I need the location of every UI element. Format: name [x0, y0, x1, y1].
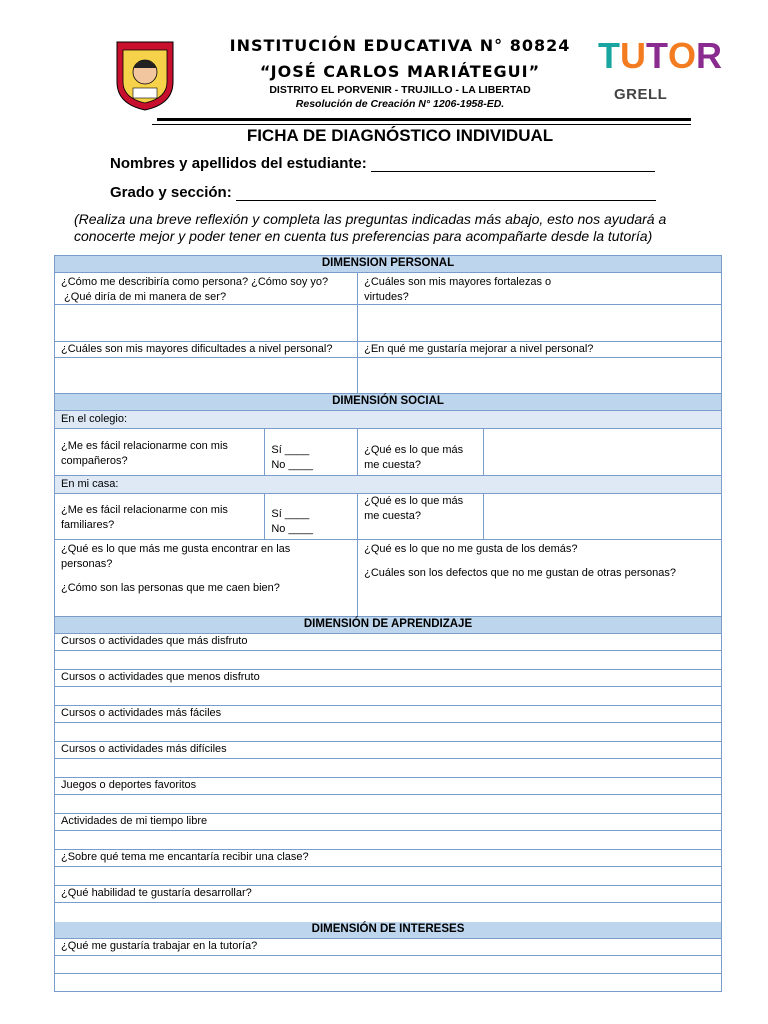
table-row: [55, 814, 721, 831]
question-cell: ¿Qué habilidad te gustaría desarrollar?: [61, 887, 252, 899]
answer-row[interactable]: [55, 831, 721, 850]
grade-section-label: Grado y sección:: [110, 184, 232, 201]
table-row: [55, 886, 721, 903]
answer-cell[interactable]: [484, 429, 721, 475]
tutor-logo: [598, 36, 722, 76]
question-cell: ¿Qué es lo que no me gusta de los demás? ¿Cuáles son los defectos que no me gustan de otras personas?: [364, 543, 676, 579]
subheader-school: En el colegio:: [55, 411, 721, 429]
table-row: [55, 742, 721, 759]
answer-cell[interactable]: [55, 358, 358, 393]
question-cell: ¿Me es fácil relacionarme con mis familiares?: [55, 494, 265, 539]
table-row: [55, 540, 721, 617]
answer-row[interactable]: [55, 687, 721, 706]
grade-section-input-line[interactable]: [236, 185, 656, 201]
question-cell: ¿Cuáles son mis mayores fortalezas o virtudes?: [364, 276, 552, 303]
header-divider-thin: [152, 124, 691, 125]
school-name: “JOSÉ CARLOS MARIÁTEGUI”: [259, 62, 541, 81]
student-name-label: Nombres y apellidos del estudiante:: [110, 155, 367, 172]
header-divider: [157, 118, 691, 121]
answer-cell[interactable]: [55, 795, 721, 813]
answer-cell[interactable]: [55, 759, 721, 777]
answer-cell[interactable]: [55, 867, 721, 885]
student-name-field[interactable]: [110, 155, 655, 172]
answer-cell[interactable]: [484, 494, 721, 539]
subheader-home: En mi casa:: [55, 476, 721, 494]
svg-text:T: T: [646, 36, 668, 76]
answer-cell[interactable]: [55, 305, 358, 341]
student-name-input-line[interactable]: [371, 156, 655, 172]
answer-cell[interactable]: [55, 956, 721, 973]
table-row: [55, 850, 721, 867]
question-cell: ¿Qué me gustaría trabajar en la tutoría?: [61, 940, 258, 952]
question-cell: ¿Qué es lo que más me gusta encontrar en las personas? ¿Cómo son las personas que me caen bien?: [55, 540, 358, 616]
question-cell: ¿Qué es lo que más me cuesta?: [358, 494, 484, 539]
section-header-personal: DIMENSION PERSONAL: [55, 256, 721, 273]
table-row: [55, 706, 721, 723]
answer-row[interactable]: [55, 759, 721, 778]
table-row: [55, 778, 721, 795]
answer-row[interactable]: [55, 795, 721, 814]
answer-row[interactable]: [55, 974, 721, 991]
learning-rows: [55, 634, 721, 922]
table-row: [55, 429, 721, 476]
question-cell: ¿Cuáles son mis mayores dificultades a nivel personal?: [55, 342, 358, 357]
question-cell: Cursos o actividades que más disfruto: [61, 635, 248, 647]
question-cell: ¿Qué es lo que más me cuesta?: [358, 429, 484, 475]
answer-row[interactable]: [55, 867, 721, 886]
svg-text:O: O: [668, 36, 697, 76]
answer-cell[interactable]: [55, 831, 721, 849]
question-cell: ¿Me es fácil relacionarme con mis compañeros?: [55, 429, 265, 475]
grell-logo: GRELL: [614, 86, 668, 103]
answer-row[interactable]: [55, 358, 721, 394]
form-title: FICHA DE DIAGNÓSTICO INDIVIDUAL: [246, 126, 554, 145]
yes-no-cell[interactable]: Sí ____ No ____: [265, 494, 358, 539]
answer-row[interactable]: [55, 723, 721, 742]
district-line: DISTRITO EL PORVENIR - TRUJILLO - LA LIBERTAD: [269, 84, 531, 96]
answer-row[interactable]: [55, 305, 721, 342]
answer-cell[interactable]: [55, 651, 721, 669]
table-row: [55, 494, 721, 540]
section-header-social: DIMENSIÓN SOCIAL: [55, 394, 721, 411]
answer-cell[interactable]: [55, 687, 721, 705]
table-row: [55, 670, 721, 687]
question-cell: Cursos o actividades más difíciles: [61, 743, 227, 755]
table-row: [55, 939, 721, 956]
answer-row[interactable]: [55, 651, 721, 670]
resolution-line: Resolución de Creación N° 1206-1958-ED.: [295, 98, 505, 110]
answer-row[interactable]: [55, 903, 721, 922]
answer-cell[interactable]: [55, 974, 721, 991]
table-row: [55, 634, 721, 651]
question-cell: Juegos o deportes favoritos: [61, 779, 197, 791]
question-cell: Actividades de mi tiempo libre: [61, 815, 208, 827]
instructions-text: (Realiza una breve reflexión y completa las preguntas indicadas más abajo, esto nos ayudará a conocerte mejor y poder tener en cuenta tus preferencias para acompañarte desde la tutoría): [74, 211, 667, 244]
svg-text:R: R: [696, 36, 722, 76]
document-header: [0, 0, 768, 120]
question-cell: Cursos o actividades más fáciles: [61, 707, 222, 719]
question-cell: ¿En qué me gustaría mejorar a nivel personal?: [364, 343, 594, 355]
yes-no-cell[interactable]: Sí ____ No ____: [265, 429, 358, 475]
question-cell: Cursos o actividades que menos disfruto: [61, 671, 260, 683]
section-header-learning: DIMENSIÓN DE APRENDIZAJE: [55, 617, 721, 634]
answer-cell[interactable]: [55, 903, 721, 922]
grade-section-field[interactable]: [110, 184, 656, 201]
answer-cell[interactable]: [358, 358, 721, 393]
question-cell: ¿Sobre qué tema me encantaría recibir una clase?: [61, 851, 309, 863]
question-cell: ¿Cómo me describiría como persona? ¿Cómo soy yo? ¿Qué diría de mi manera de ser?: [55, 273, 358, 304]
svg-text:U: U: [620, 36, 646, 76]
section-header-interests: DIMENSIÓN DE INTERESES: [55, 922, 721, 939]
school-crest-logo: [113, 38, 177, 112]
diagnostic-form-table: [54, 255, 722, 992]
table-row: [55, 342, 721, 358]
svg-text:T: T: [598, 36, 620, 76]
answer-row[interactable]: [55, 956, 721, 974]
answer-cell[interactable]: [55, 723, 721, 741]
answer-cell[interactable]: [358, 305, 721, 341]
table-row: [55, 273, 721, 305]
institution-name: INSTITUCIÓN EDUCATIVA N° 80824: [229, 36, 571, 55]
